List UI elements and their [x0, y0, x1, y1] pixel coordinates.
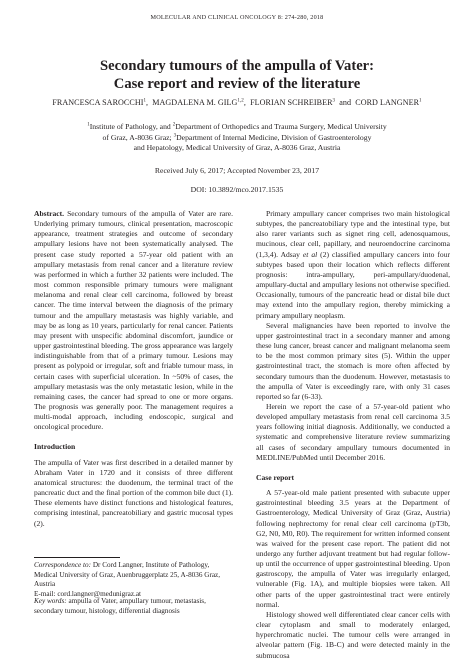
affil-text: Department of Internal Medicine, Division of Gastroenterology [176, 132, 372, 142]
affil-sup: 2 [172, 122, 176, 128]
affil-text: Institute of Pathology, and [89, 122, 173, 131]
right-column [256, 209, 450, 661]
paragraph-text: Primary ampullary cancer comprises two main histological subtypes, the pancreatobiliary type and the intestinal type, but also rarer variants such as signet ring cell, adenosquamous, mucinous, clear cell, papillary, and neuroendocrine carcinoma (1,3,4). Adsay [256, 209, 450, 259]
correspondence-label: Correspondence to: [34, 561, 92, 569]
affiliations [0, 122, 474, 154]
author-affil-sup: 1 [143, 98, 147, 104]
affil-sup: 3 [173, 133, 177, 139]
affil-sup: 1 [87, 122, 90, 128]
body-paragraph: A 57-year-old male patient presented with subacute upper gastrointestinal bleeding 3.5 years at the Department of Gastroenterology, Medical University of Graz (Graz, Austria) following nephrectomy for renal clear cell carcinoma (pT3b, G2, N0, M0, R0). The requirement for written informed consent was waived for the present case report. The patient did not undergo any further adjuvant treatment but had regular follow-up until the occurrence of upper gastrointestinal bleeding. Upon gastroscopy, the ampulla of Vater was irregularly enlarged, vulnerable (Fig. 1A), and multiple biopsies were taken. All other parts of the upper gastrointestinal tract were entirely normal. [256, 488, 450, 609]
body-paragraph [256, 209, 450, 321]
article-title [0, 57, 474, 93]
introduction-text: The ampulla of Vater was first described in a detailed manner by Abraham Vater in 1720 and it consists of three different anatomical structures: the duodenum, the terminal tract of the pancreatic duct and the final portion of the common bile duct (1). These elements have distinct functions and histological features, comprising intestinal, pancreatobiliary and gastric mucosal types (2). [34, 457, 233, 528]
correspondence-email: E-mail: cord.langner@medunigraz.at [34, 589, 142, 598]
title-line-1: Secondary tumours of the ampulla of Vater: [99, 58, 375, 74]
title-line-2: Case report and review of the literature [113, 76, 361, 92]
left-column [34, 209, 233, 529]
keywords [34, 597, 233, 616]
body-paragraph: Histology showed well differentiated clear cancer cells with clear cytoplasm and small to moderately enlarged, hyperchromatic nuclei. The tumour cells were arranged in alveolar pattern (Fig. 1B-C) and were detected mainly in the submucosa [256, 609, 450, 660]
author-name: FRANCESCA SAROCCHI [52, 98, 144, 107]
author-affil-sup: 3 [332, 98, 336, 104]
affiliation-line-3: and Hepatology, Medical University of Graz, A-8036 Graz, Austria [133, 143, 341, 153]
introduction-heading: Introduction [34, 442, 76, 452]
keywords-text: ampulla of Vater, ampullary tumour, metastasis, secondary tumour, histology, differential diagnosis [34, 597, 206, 615]
body-paragraph: Herein we report the case of a 57-year-old patient who developed ampullary metastasis from renal cell carcinoma 3.5 years following initial diagnosis. Additionally, we conducted a systematic and comprehensive literature review summarizing all cases of secondary ampullary tumours documented in MEDLINE/PubMed until December 2016. [256, 401, 450, 462]
paragraph-text: (2) classified ampullary cancers into four subtypes based upon their location which reflects different prognosis: intra-ampullary, peri-ampullary/duodenal, ampullary-ductal and ampullary lesions not otherwise specified. Occasionally, tumours of the pancreatic head or distal bile duct may extend into the ampullary region, thereby mimicking a primary ampullary neoplasm. [256, 249, 450, 320]
running-header: MOLECULAR AND CLINICAL ONCOLOGY 8: 274-280, 2018 [150, 14, 324, 21]
author-affil-sup: 1,2 [237, 98, 244, 104]
affiliation-line-1 [0, 122, 474, 133]
received-accepted-dates: Received July 6, 2017; Accepted November 23, 2017 [154, 166, 320, 175]
correspondence-note [34, 561, 233, 599]
paragraph-text-italic: et al [302, 249, 318, 259]
affil-text: of Graz, A-8036 Graz; [102, 132, 174, 142]
body-paragraph: Several malignancies have been reported to involve the upper gastrointestinal tract in a secondary manner and among these lung cancer, breast cancer and malignant melanoma seem to be the most common primary sites (5). Within the upper gastrointestinal tract, the stomach is more often affected by secondary tumours than the duodenum. However, metastasis to the ampulla of Vater is exceedingly rare, with only 31 cases reported so far (6-33). [256, 320, 450, 401]
author-name: CORD LANGNER [355, 98, 420, 107]
author-list: FRANCESCA SAROCCHI$^1$, MAGDALENA M. GILG$^{1,2}$, FLORIAN SCHREIBER$^3$ and CORD LANGNER$^1$ [52, 98, 422, 107]
abstract-label: Abstract. [34, 209, 64, 218]
author-conjunction: and [339, 98, 352, 107]
keywords-label: Key words: [34, 597, 67, 605]
author-name: FLORIAN SCHREIBER [250, 98, 333, 107]
abstract-text: Secondary tumours of the ampulla of Vater are rare. Underlying primary tumours, clinical presentation, macroscopic appearance, treatment strategies and outcome of secondary ampullary lesions have not been systematically analysed. The present case study reported a 57-year old patient with an ampullary metastasis from renal cancer and a literature review was performed in which a further 32 patients were included. The most common responsible primary tumours were malignant melanoma and renal clear cell carcinoma, followed by breast cancer. The time interval between the diagnosis of the primary tumour and the ampullary metastasis was highly variable, and may be as long as 10 years, particularly for renal cancer. Patients may present with unspecific abdominal discomfort, jaundice or upper gastrointestinal bleeding. The gross appearance was largely indistinguishable from that of a primary tumour. Lesions may present as polypoid or irregular, soft and friable tumour mass, in certain cases with superficial ulceration. In ~50% of cases, the ampullary metastasis was the only metastatic lesion, while in the remaining cases, the cancer had spread to one or more organs. The prognosis was generally poor. The management requires a multi-modal approach, including endoscopic, surgical and oncological procedure. [34, 209, 233, 432]
affil-text: Department of Orthopedics and Trauma Surgery, Medical University [175, 122, 387, 131]
affiliation-line-2 [0, 133, 474, 144]
case-report-heading: Case report [256, 472, 295, 482]
footnote-divider [34, 557, 120, 558]
abstract [34, 209, 233, 432]
doi: DOI: 10.3892/mco.2017.1535 [190, 185, 284, 194]
correspondence-text: Dr Cord Langner, Institute of Pathology, Medical University of Graz, Auenbruggerplatz 25, A-8036 Graz, Austria [34, 561, 221, 589]
author-affil-sup: 1 [419, 98, 422, 104]
author-name: MAGDALENA M. GILG [152, 98, 238, 107]
